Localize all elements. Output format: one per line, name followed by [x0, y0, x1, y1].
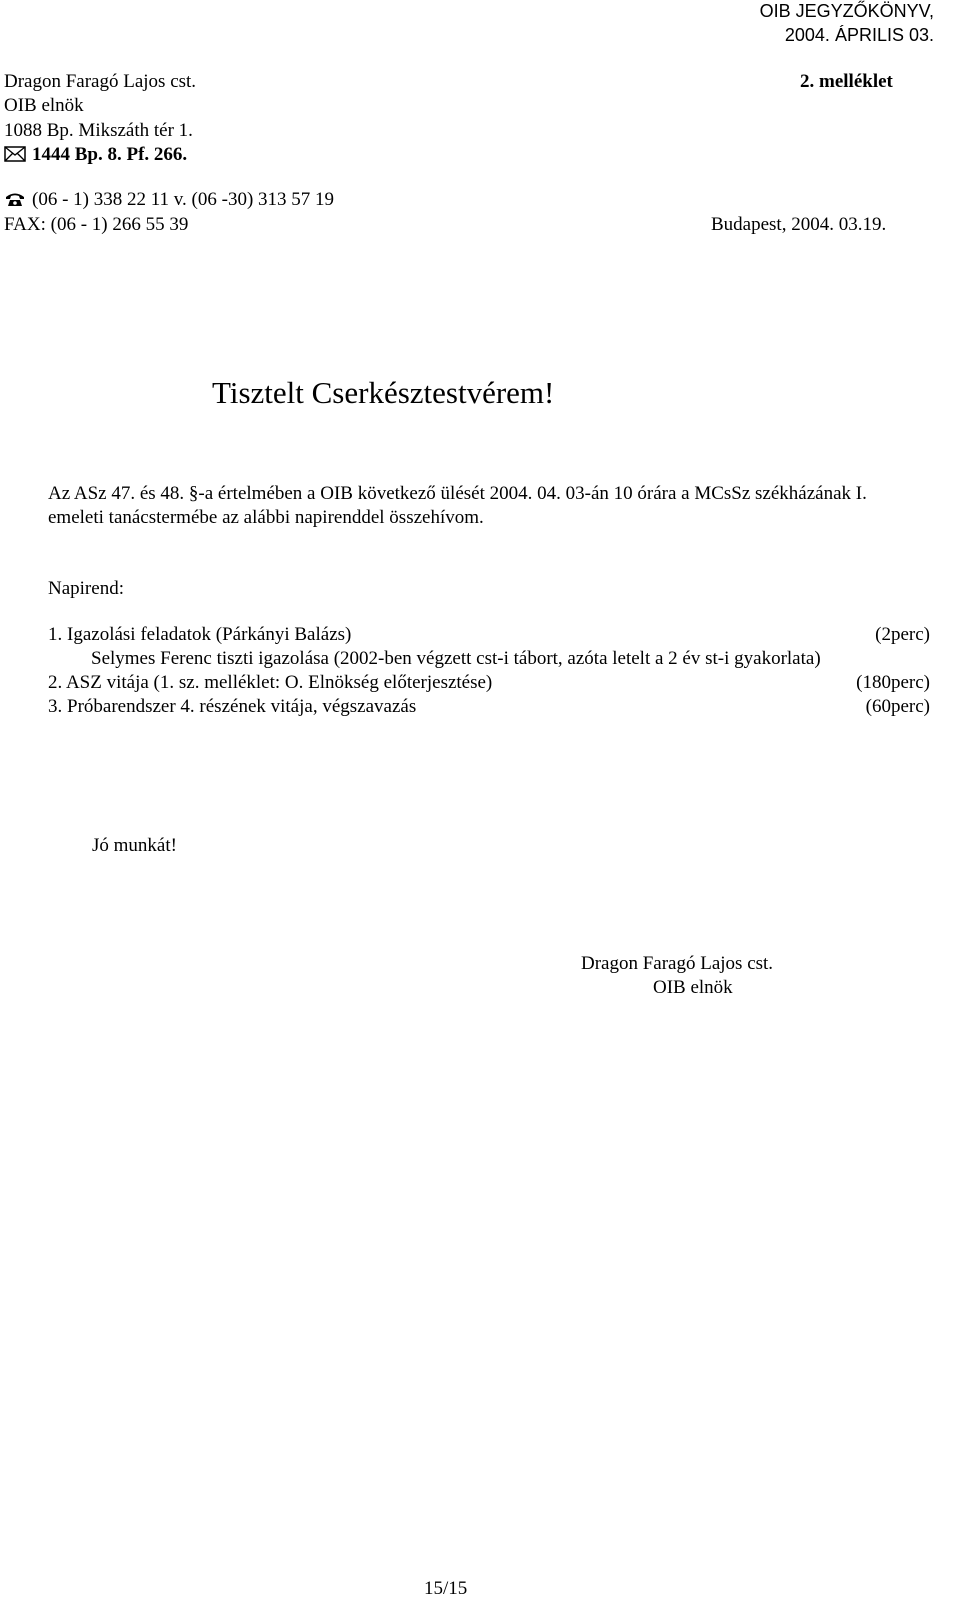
po-box-text: 1444 Bp. 8. Pf. 266. [32, 144, 188, 165]
envelope-icon [4, 145, 26, 161]
header-year: 2004. [784, 25, 830, 45]
agenda-item-text: 1. Igazolási feladatok (Párkányi Balázs) [48, 624, 352, 645]
agenda-item-text: 2. ASZ vitája (1. sz. melléklet: O. Elnökség előterjesztése) [48, 672, 493, 693]
agenda-item-time: (60perc) [865, 696, 930, 717]
agenda-item-detail: Selymes Ferenc tiszti igazolása (2002-ben végzett cst-i tábort, azóta letelt a 2 év st-i gyakorlata) [91, 648, 821, 669]
agenda-item-time: (2perc) [875, 624, 930, 645]
sender-name: Dragon Faragó Lajos cst. [4, 71, 197, 92]
closing-text: Jó munkát! [92, 835, 177, 856]
sender-fax: FAX: (06 - 1) 266 55 39 [4, 214, 189, 235]
body-line-1: Az ASz 47. és 48. §-a értelmében a OIB következő ülését 2004. 04. 03-án 10 órára a MCsSz székházának I. [48, 483, 867, 504]
header-protocol-title [760, 0, 934, 22]
salutation: Tisztelt Cserkésztestvérem! [212, 375, 555, 410]
body-line-2: emeleti tanácstermébe az alábbi napirenddel összehívom. [48, 507, 484, 528]
agenda-item [48, 671, 930, 695]
agenda-item-time: (180perc) [856, 672, 930, 693]
annex-label: 2. melléklet [800, 71, 893, 92]
agenda-item [48, 695, 930, 719]
agenda-heading: Napirend: [48, 578, 124, 599]
sender-phone [4, 188, 334, 212]
header-oib: OIB [759, 1, 791, 21]
telephone-icon [4, 190, 26, 206]
page-number: 15/15 [424, 1578, 468, 1599]
agenda-item [48, 623, 930, 647]
header-protocol-date [785, 24, 934, 46]
sender-address: 1088 Bp. Mikszáth tér 1. [4, 120, 193, 141]
header-month-day: ÁPRILIS 03. [834, 25, 934, 45]
phone-text: (06 - 1) 338 22 11 v. (06 -30) 313 57 19 [32, 189, 335, 210]
signature-role: OIB elnök [653, 977, 733, 998]
sender-role: OIB elnök [4, 95, 84, 116]
signature-name: Dragon Faragó Lajos cst. [581, 953, 774, 974]
agenda-item-text: 3. Próbarendszer 4. részének vitája, végszavazás [48, 696, 417, 717]
header-jegyzokonyv: JEGYZŐKÖNYV, [795, 1, 934, 21]
date-line: Budapest, 2004. 03.19. [711, 214, 887, 235]
sender-po-box [4, 143, 187, 167]
